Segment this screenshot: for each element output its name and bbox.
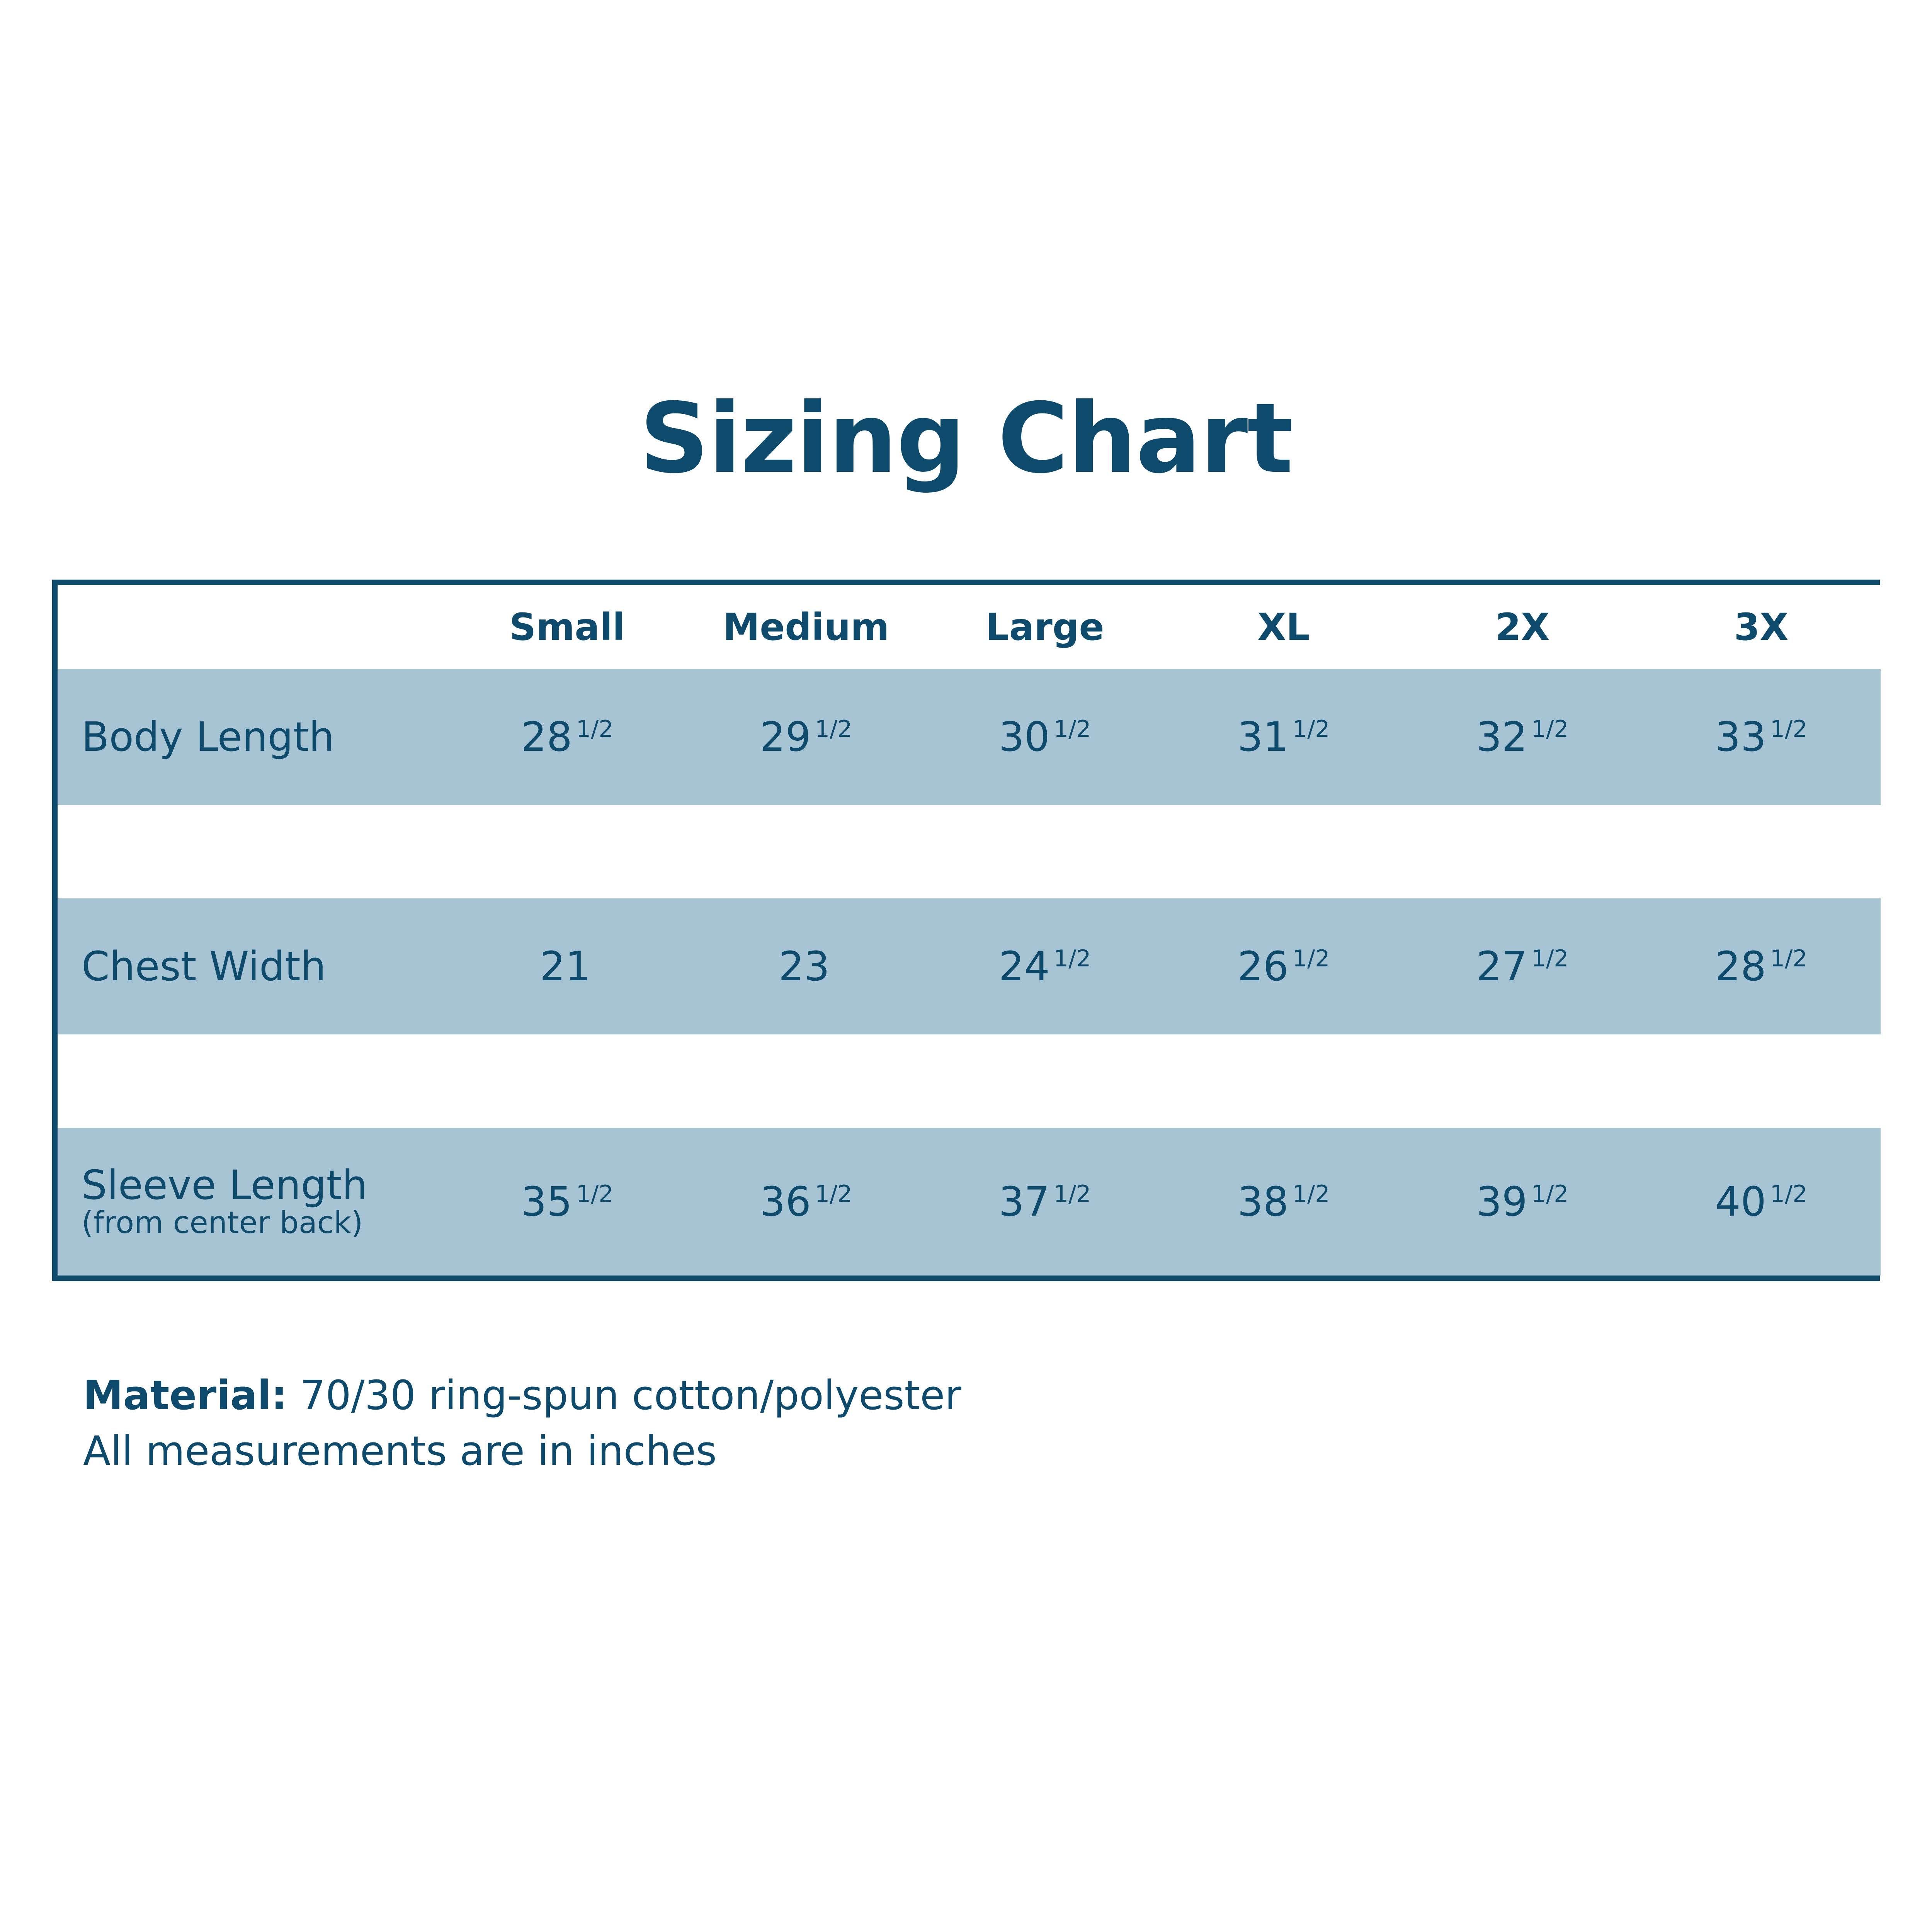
table-row [58,669,1881,805]
cell-sleeve-length-xl [1164,1128,1403,1276]
cell-whole: 35 [521,1178,572,1225]
cell-whole: 27 [1476,943,1527,990]
cell-whole: 28 [521,713,572,760]
cell-whole: 32 [1476,713,1527,760]
cell-body-length-2x [1403,669,1642,805]
table-spacer-row [58,805,1881,898]
cell-chest-width-large [925,898,1164,1034]
spacer-cell [58,805,1881,898]
cell-fraction: 1/2 [1053,1180,1091,1208]
cell-body-length-xl [1164,669,1403,805]
cell-whole: 37 [998,1178,1050,1225]
cell-fraction: 1/2 [1531,945,1569,973]
cell-whole: 40 [1715,1178,1766,1225]
row-label-body-length: Body Length [58,669,448,805]
column-header-xl: XL [1164,585,1403,669]
row-label-sub: (from center back) [82,1206,363,1241]
material-value: 70/30 ring-spun cotton/polyester [300,1372,962,1419]
cell-fraction: 1/2 [1770,716,1808,743]
cell-sleeve-length-medium [687,1128,925,1276]
cell-whole: 21 [539,943,591,990]
spacer-cell [58,1034,1881,1128]
footnotes [83,1368,1706,1479]
cell-whole: 29 [760,713,811,760]
table-row [58,1128,1881,1276]
cell-fraction: 1/2 [1770,1180,1808,1208]
row-label-sleeve-length [58,1128,448,1276]
table-spacer-row [58,1034,1881,1128]
cell-whole: 24 [998,943,1050,990]
column-header-2x: 2X [1403,585,1642,669]
cell-sleeve-length-3x [1642,1128,1881,1276]
cell-whole: 39 [1476,1178,1527,1225]
cell-whole: 28 [1715,943,1766,990]
cell-whole: 36 [760,1178,811,1225]
column-header-large: Large [925,585,1164,669]
cell-chest-width-medium [687,898,925,1034]
cell-body-length-3x [1642,669,1881,805]
cell-sleeve-length-small [448,1128,687,1276]
cell-sleeve-length-large [925,1128,1164,1276]
material-label: Material: [83,1372,287,1419]
measurement-note: All measurements are in inches [83,1427,717,1475]
header-corner-cell [58,585,448,669]
cell-chest-width-3x [1642,898,1881,1034]
cell-whole: 38 [1237,1178,1289,1225]
cell-fraction: 1/2 [576,716,614,743]
cell-body-length-large [925,669,1164,805]
cell-body-length-small [448,669,687,805]
cell-fraction: 1/2 [815,716,852,743]
cell-whole: 31 [1237,713,1289,760]
material-note [83,1368,1706,1423]
cell-body-length-medium [687,669,925,805]
cell-fraction: 1/2 [1292,945,1330,973]
cell-fraction: 1/2 [1770,945,1808,973]
cell-fraction: 1/2 [1292,1180,1330,1208]
column-header-medium: Medium [687,585,925,669]
row-label-main: Sleeve Length [82,1161,368,1209]
cell-sleeve-length-2x [1403,1128,1642,1276]
cell-fraction: 1/2 [1531,1180,1569,1208]
sizing-table [58,585,1881,1276]
cell-fraction: 1/2 [1292,716,1330,743]
cell-whole: 30 [998,713,1050,760]
table-header-row [58,585,1881,669]
column-header-small: Small [448,585,687,669]
cell-chest-width-2x [1403,898,1642,1034]
cell-fraction: 1/2 [1053,716,1091,743]
cell-fraction: 1/2 [1531,716,1569,743]
cell-whole: 23 [778,943,830,990]
cell-whole: 33 [1715,713,1766,760]
page-title: Sizing Chart [639,382,1293,495]
cell-chest-width-xl [1164,898,1403,1034]
cell-fraction: 1/2 [815,1180,852,1208]
cell-chest-width-small [448,898,687,1034]
cell-fraction: 1/2 [576,1180,614,1208]
cell-fraction: 1/2 [1053,945,1091,973]
sizing-table-container [52,580,1880,1281]
row-label-chest-width: Chest Width [58,898,448,1034]
column-header-3x: 3X [1642,585,1881,669]
cell-whole: 26 [1237,943,1289,990]
table-row [58,898,1881,1034]
